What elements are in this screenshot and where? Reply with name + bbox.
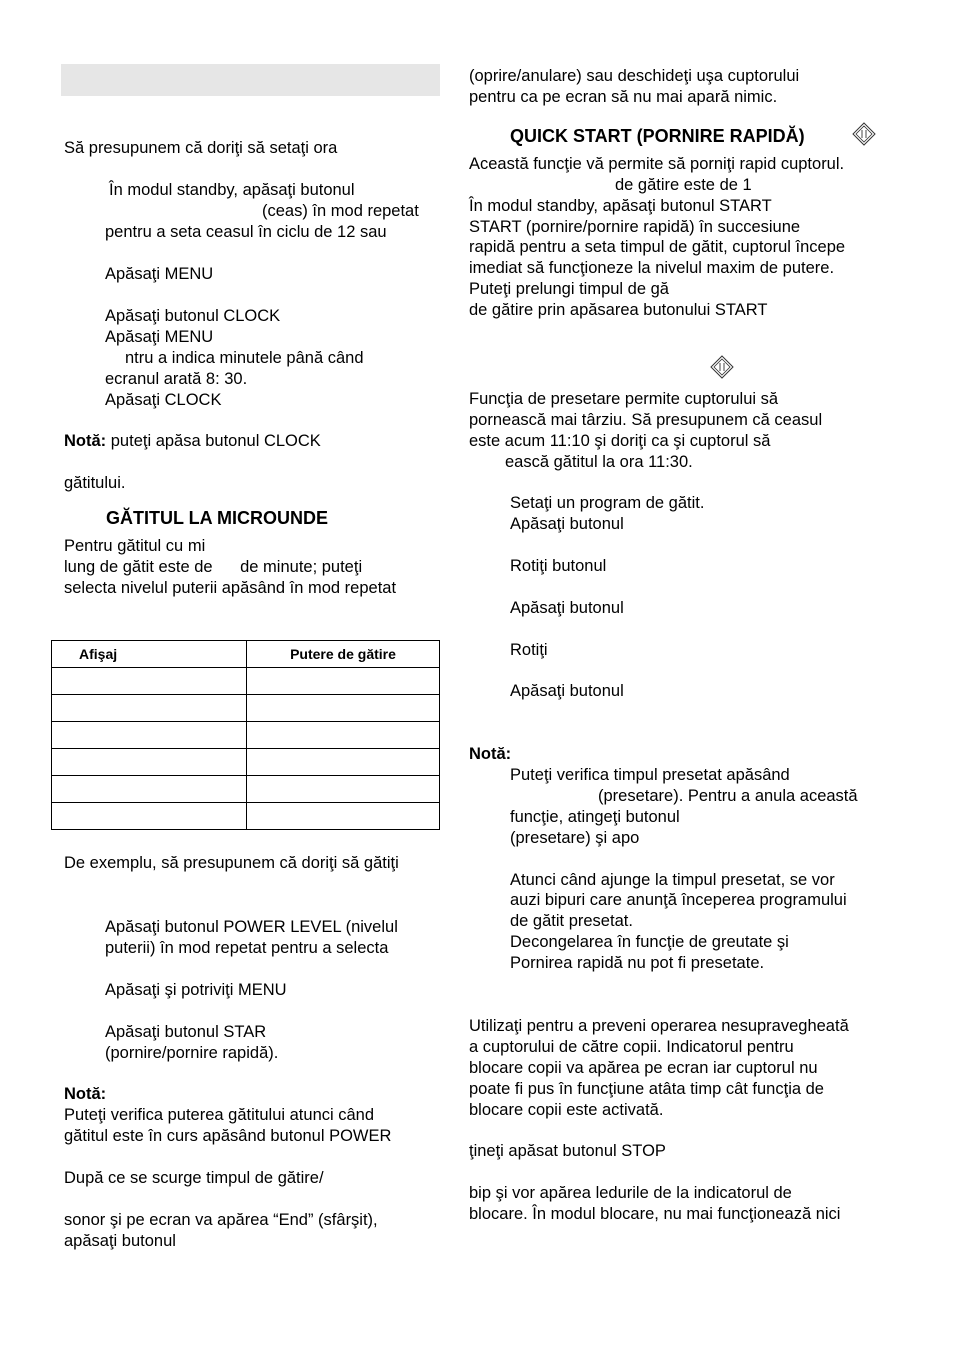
note-preset-line: auzi bipuri care anunţă începerea programului xyxy=(510,891,847,909)
note-power-line: gătitul este în curs apăsând butonul POWER xyxy=(64,1127,392,1145)
note-preset-line: funcţie, atingeţi butonul xyxy=(510,808,680,826)
note-preset-line: Decongelarea în funcţie de greutate şi xyxy=(510,933,789,951)
table-cell xyxy=(52,803,247,830)
note-text: puteţi apăsa butonul CLOCK xyxy=(106,432,321,450)
example-step-line: Apăsaţi butonul STAR xyxy=(105,1023,267,1041)
microwave-line: Pentru gătitul cu mi xyxy=(64,537,206,555)
quick-start-line: de gătire este de 1 xyxy=(615,176,752,194)
note-label: Notă: xyxy=(64,1085,107,1103)
clock-step-line: (ceas) în mod repetat xyxy=(262,202,419,220)
table-cell xyxy=(52,776,247,803)
table-cell xyxy=(52,668,247,695)
preset-step-line: Apăsaţi butonul xyxy=(510,599,624,617)
example-step-line: puterii) în mod repetat pentru a selecta xyxy=(105,939,389,957)
quick-start-line: START (pornire/pornire rapidă) în succesiune xyxy=(469,218,801,236)
preset-step-line: Apăsaţi butonul xyxy=(510,682,624,700)
after-cooking-line: sonor şi pe ecran va apărea “End” (sfârşit), xyxy=(64,1211,378,1229)
after-cooking-line: apăsaţi butonul xyxy=(64,1232,176,1250)
preset-line: pornească mai târziu. Să presupunem că ceasul xyxy=(469,411,823,429)
clock-step-line: Apăsaţi CLOCK xyxy=(105,391,222,409)
table-cell xyxy=(52,749,247,776)
clock-step-line: Apăsaţi butonul CLOCK xyxy=(105,307,281,325)
quick-start-line: În modul standby, apăsaţi butonul START xyxy=(469,197,772,215)
clock-step-line: ntru a indica minutele până când xyxy=(125,349,364,367)
example-step-line: (pornire/pornire rapidă). xyxy=(105,1044,279,1062)
microwave-heading: GĂTITUL LA MICROUNDE xyxy=(106,508,328,528)
child-lock-line: blocare copii va apărea pe ecran iar cuptorul nu xyxy=(469,1059,818,1077)
preset-step-line: Apăsaţi butonul xyxy=(510,515,624,533)
quick-start-line: Această funcţie vă permite să porniţi rapid cuptorul. xyxy=(469,155,845,173)
preset-line: ească gătitul la ora 11:30. xyxy=(505,453,693,471)
table-cell xyxy=(247,695,440,722)
table-row xyxy=(52,803,440,830)
child-lock-line: Utilizaţi pentru a preveni operarea nesupravegheată xyxy=(469,1017,849,1035)
cancel-line: pentru ca pe ecran să nu mai apară nimic. xyxy=(469,88,778,106)
child-lock-line: a cuptorului de către copii. Indicatorul pentru xyxy=(469,1038,794,1056)
after-cooking-line: După ce se scurge timpul de gătire/ xyxy=(64,1169,324,1187)
preset-step-line: Rotiţi butonul xyxy=(510,557,607,575)
table-cell xyxy=(247,803,440,830)
table-row xyxy=(52,776,440,803)
clock-step-line: Apăsaţi MENU xyxy=(105,265,214,283)
table-header-row xyxy=(52,641,440,668)
note-clock-end: gătitului. xyxy=(64,474,126,492)
table-cell xyxy=(247,668,440,695)
note-preset-line: (presetare) şi apo xyxy=(510,829,640,847)
table-header-display: Afişaj xyxy=(52,641,247,668)
clock-step-line: ecranul arată 8: 30. xyxy=(105,370,248,388)
table-cell xyxy=(52,722,247,749)
cancel-line: (oprire/anulare) sau deschideţi uşa cuptorului xyxy=(469,67,800,85)
table-row xyxy=(52,668,440,695)
child-lock-line: bip şi vor apărea ledurile de la indicatorul de xyxy=(469,1184,792,1202)
child-lock-line: blocare. În modul blocare, nu mai funcţionează nici xyxy=(469,1205,841,1223)
microwave-line: lung de gătit este de de minute; puteţi xyxy=(64,558,363,576)
preset-step-line: Setaţi un program de gătit. xyxy=(510,494,705,512)
section-header-bar xyxy=(61,64,440,96)
example-step-line: Apăsaţi butonul POWER LEVEL (nivelul xyxy=(105,918,398,936)
preset-icon xyxy=(710,355,734,379)
child-lock-line: ţineţi apăsat butonul STOP xyxy=(469,1142,666,1160)
quick-start-line: de gătire prin apăsarea butonului START xyxy=(469,301,768,319)
quick-start-line: Puteţi prelungi timpul de gă xyxy=(469,280,669,298)
power-level-table xyxy=(51,640,440,830)
note-label: Notă: xyxy=(64,432,107,450)
table-header-power: Putere de gătire xyxy=(247,641,440,668)
clock-step-line: Apăsaţi MENU xyxy=(105,328,214,346)
clock-step-line: pentru a seta ceasul în ciclu de 12 sau xyxy=(105,223,387,241)
microwave-line: selecta nivelul puterii apăsând în mod repetat xyxy=(64,579,397,597)
child-lock-line: poate fi pus în funcţiune atâta timp cât funcţia de xyxy=(469,1080,824,1098)
table-cell xyxy=(247,749,440,776)
table-cell xyxy=(52,695,247,722)
quick-start-line: imediat să funcţioneze la nivelul maxim de putere. xyxy=(469,259,835,277)
note-label: Notă: xyxy=(469,745,512,763)
table-cell xyxy=(247,776,440,803)
child-lock-line: blocare copii este activată. xyxy=(469,1101,664,1119)
clock-intro: Să presupunem că doriţi să setaţi ora xyxy=(64,139,338,157)
table-row xyxy=(52,722,440,749)
note-preset-line: (presetare). Pentru a anula această xyxy=(598,787,858,805)
preset-step-line: Rotiţi xyxy=(510,641,548,659)
table-row xyxy=(52,695,440,722)
quick-start-line: rapidă pentru a seta timpul de gătit, cuptorul începe xyxy=(469,238,846,256)
note-power-line: Puteţi verifica puterea gătitului atunci când xyxy=(64,1106,375,1124)
table-cell xyxy=(247,722,440,749)
quick-start-icon xyxy=(852,122,876,146)
note-preset-line: Pornirea rapidă nu pot fi presetate. xyxy=(510,954,765,972)
note-preset-line: Puteţi verifica timpul presetat apăsând xyxy=(510,766,790,784)
note-preset-line: Atunci când ajunge la timpul presetat, se vor xyxy=(510,871,835,889)
clock-step-line: În modul standby, apăsaţi butonul xyxy=(109,181,355,199)
preset-line: este acum 11:10 şi doriţi ca şi cuptorul să xyxy=(469,432,771,450)
table-row xyxy=(52,749,440,776)
note-clock xyxy=(64,431,321,451)
example-intro: De exemplu, să presupunem că doriţi să gătiţi xyxy=(64,854,399,872)
example-step-line: Apăsaţi şi potriviţi MENU xyxy=(105,981,287,999)
preset-line: Funcţia de presetare permite cuptorului să xyxy=(469,390,779,408)
quick-start-heading: QUICK START (PORNIRE RAPIDĂ) xyxy=(510,126,805,146)
note-preset-line: de gătit presetat. xyxy=(510,912,633,930)
